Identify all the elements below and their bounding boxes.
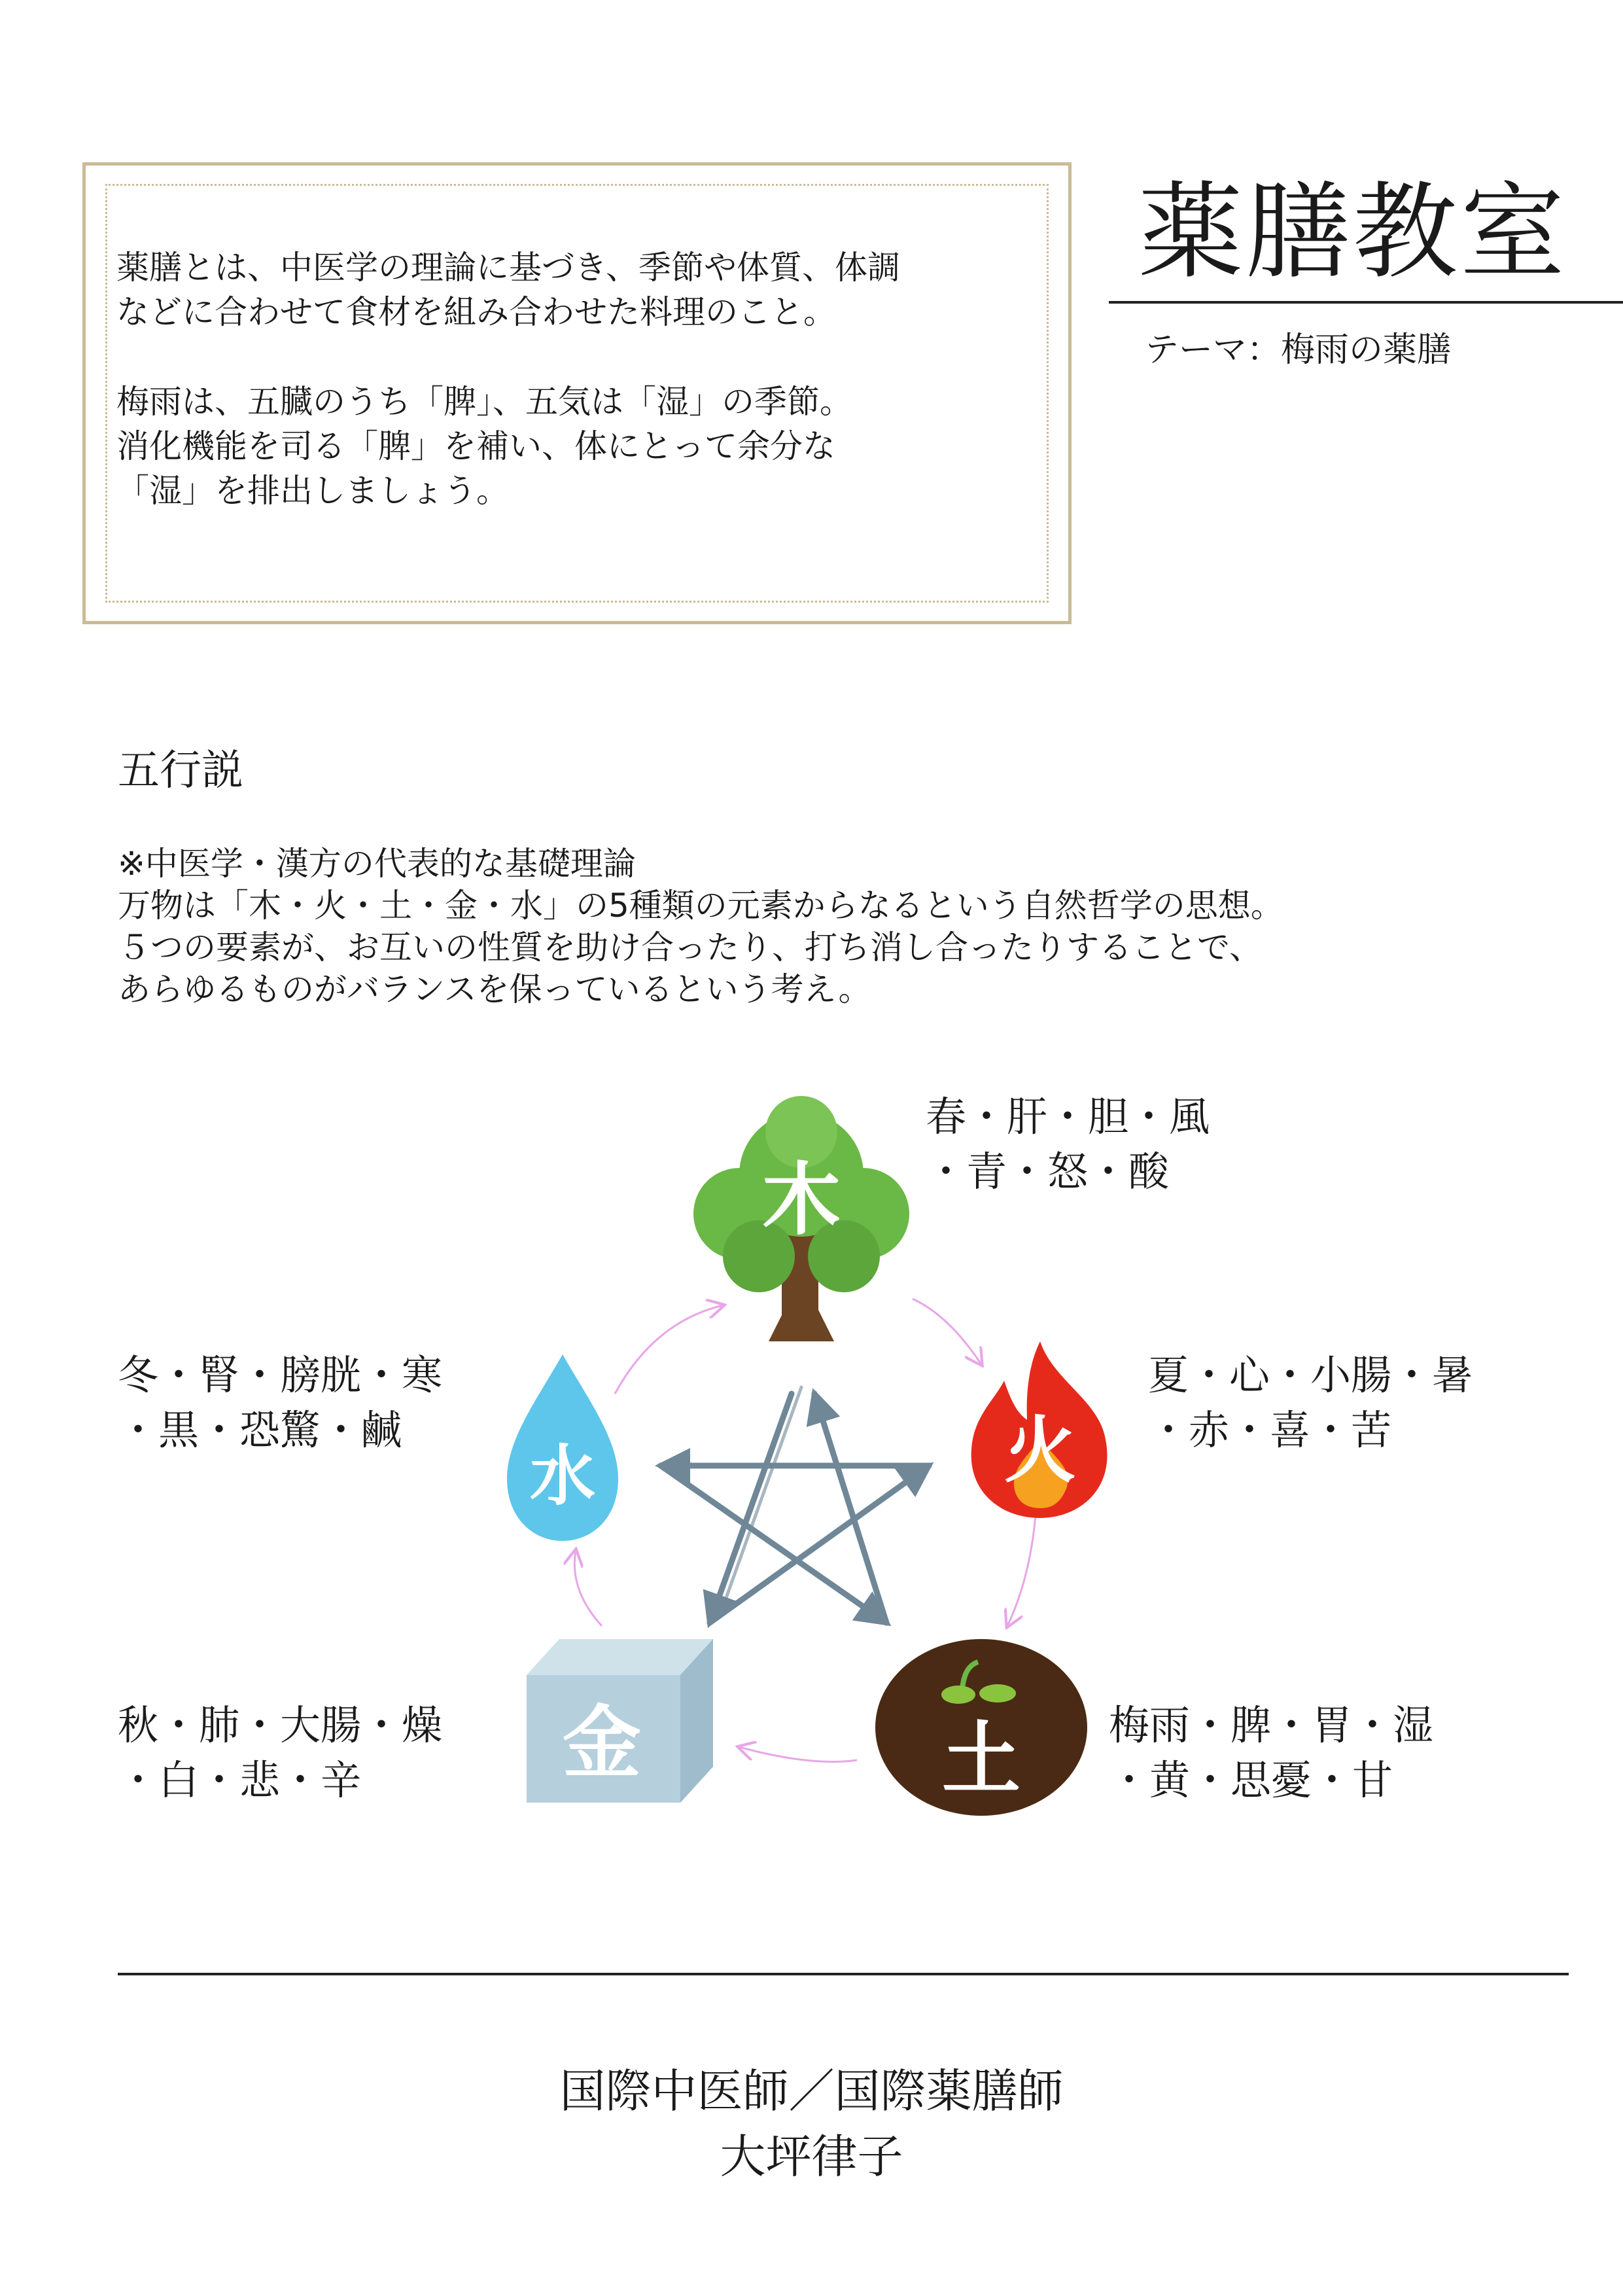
wood-symbol: 木 xyxy=(762,1155,841,1246)
star-arrow-6 xyxy=(720,1387,801,1616)
water-attributes: 冬・腎・膀胱・寒 ・黒・恐驚・鹹 xyxy=(118,1351,443,1454)
cycle-arrow-metal-to-water xyxy=(574,1551,602,1626)
star-arrow-4 xyxy=(661,1466,886,1623)
fire-symbol: 火 xyxy=(1004,1409,1076,1492)
title-underline xyxy=(1109,301,1623,304)
controlling-star-arrows xyxy=(661,1387,929,1623)
earth-symbol: 土 xyxy=(942,1714,1021,1805)
water-symbol: 水 xyxy=(530,1438,595,1514)
author-credentials: 国際中医師／国際薬膳師 xyxy=(559,2064,1064,2118)
intro-paragraph-2: 梅雨は、五臓のうち「脾」、五気は「湿」の季節。 消化機能を司る「脾」を補い、体にとって余分な 「湿」を排出しましょう。 xyxy=(116,383,852,510)
fire-attributes: 夏・心・小腸・暑 ・赤・喜・苦 xyxy=(1148,1351,1473,1454)
page-title: 薬膳教室 xyxy=(1138,171,1568,293)
metal-attributes: 秋・肺・大腸・燥 ・白・悲・辛 xyxy=(118,1701,443,1804)
intro-paragraph-1: 薬膳とは、中医学の理論に基づき、季節や体質、体調 などに合わせて食材を組み合わせた料理のこと。 xyxy=(116,249,900,331)
cycle-arrow-earth-to-metal xyxy=(739,1747,857,1762)
earth-attributes: 梅雨・脾・胃・湿 ・黄・思憂・甘 xyxy=(1109,1701,1434,1804)
theme-label: テーマ：梅雨の薬膳 xyxy=(1145,330,1452,370)
section-heading: 五行説 xyxy=(118,747,243,795)
star-arrow-5 xyxy=(814,1394,886,1623)
cycle-arrow-wood-to-fire xyxy=(913,1299,981,1364)
theory-description: ※中医学・漢方の代表的な基礎理論 万物は「木・火・土・金・水」の5種類の元素からなるという自然哲学の思想。 ５つの要素が、お互いの性質を助け合ったり、打ち消し合ったりすることで、 あらゆるものがバランスを保っているという考え。 xyxy=(118,845,1283,1008)
star-arrow-2 xyxy=(710,1466,929,1623)
author-name: 大坪律子 xyxy=(720,2130,903,2183)
wood-attributes: 春・肝・胆・風 ・青・怒・酸 xyxy=(926,1093,1210,1195)
footer-divider xyxy=(118,1973,1569,1975)
cycle-arrow-water-to-wood xyxy=(615,1305,723,1394)
metal-symbol: 金 xyxy=(563,1698,641,1789)
